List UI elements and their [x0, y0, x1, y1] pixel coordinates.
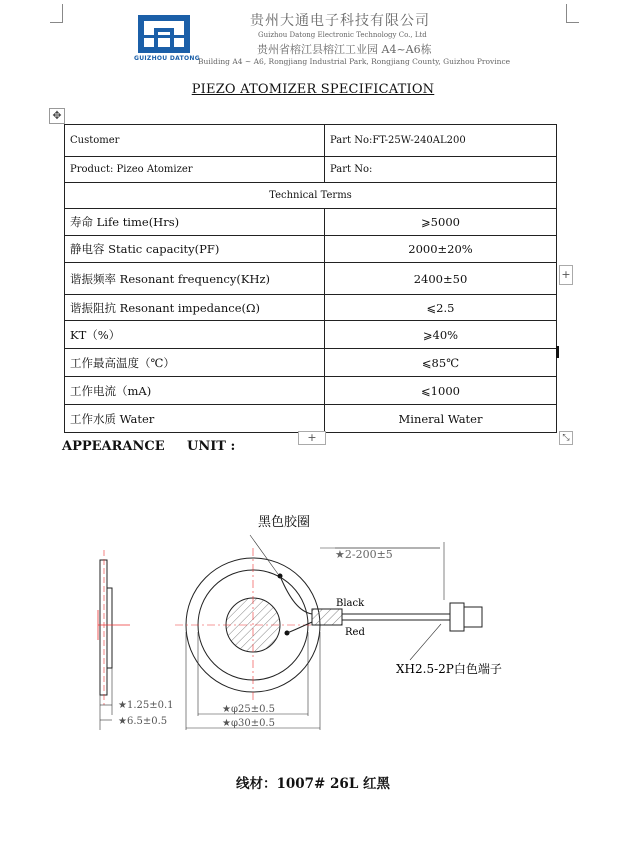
cursor-marker [556, 346, 559, 358]
table-row [65, 263, 557, 295]
outer-diameter-label: ★φ30±0.5 [222, 718, 275, 729]
customer-cell: Customer [65, 125, 325, 157]
row-label: 谐振频率 Resonant frequency(KHz) [65, 263, 325, 295]
table-resize-handle-icon[interactable]: ⤡ [559, 431, 573, 445]
row-label: 工作水质 Water [65, 405, 325, 433]
spec-table [64, 124, 557, 433]
row-value: 2000±20% [325, 236, 557, 263]
table-move-handle-icon[interactable]: ✥ [49, 108, 65, 124]
brand-name: GUIZHOU DATONG [134, 55, 200, 62]
row-value: Mineral Water [325, 405, 557, 433]
company-name-cn: 贵州大通电子科技有限公司 [250, 13, 430, 29]
black-wire-label: Black [336, 598, 365, 609]
appearance-label: APPEARANCE [62, 439, 165, 454]
corner-mark-top-left [50, 4, 63, 23]
wire-length-label: ★2-200±5 [335, 548, 393, 561]
terminal-label: XH2.5-2P白色端子 [396, 662, 502, 676]
part-no2-cell: Part No: [325, 157, 557, 183]
product-cell: Product: Pizeo Atomizer [65, 157, 325, 183]
table-row [65, 377, 557, 405]
technical-terms-header: Technical Terms [65, 183, 557, 209]
table-row [65, 321, 557, 349]
company-address-cn: 贵州省榕江县榕江工业园 A4~A6栋 [257, 43, 432, 56]
table-row [65, 349, 557, 377]
row-value: ⩽2.5 [325, 295, 557, 321]
unit-label: UNIT : [187, 439, 236, 454]
add-row-button[interactable]: + [298, 431, 326, 445]
row-value: ⩾40% [325, 321, 557, 349]
row-value: ⩾5000 [325, 209, 557, 236]
corner-mark-top-right [566, 4, 579, 23]
table-row [65, 295, 557, 321]
row-label: 静电容 Static capacity(PF) [65, 236, 325, 263]
wire-note: 线材：1007# 26L 红黑 [235, 776, 391, 792]
row-label: 寿命 Life time(Hrs) [65, 209, 325, 236]
row-value: 2400±50 [325, 263, 557, 295]
row-label: 工作最高温度（℃） [65, 349, 325, 377]
company-address-en: Building A4 ~ A6, Rongjiang Industrial Park, Rongjiang County, Guizhou Province [198, 57, 511, 66]
width-label: ★6.5±0.5 [118, 716, 168, 727]
table-row [65, 236, 557, 263]
front-view [175, 535, 482, 730]
row-value: ⩽85℃ [325, 349, 557, 377]
row-label: KT（%） [65, 321, 325, 349]
atomizer-drawing [0, 490, 626, 750]
thickness-label: ★1.25±0.1 [118, 700, 174, 711]
row-value: ⩽1000 [325, 377, 557, 405]
table-row [65, 405, 557, 433]
add-column-button[interactable]: + [559, 265, 573, 285]
part-no-cell: Part No:FT-25W-240AL200 [325, 125, 557, 157]
red-wire-label: Red [345, 627, 365, 638]
row-label: 谐振阻抗 Resonant impedance(Ω) [65, 295, 325, 321]
document-title: PIEZO ATOMIZER SPECIFICATION [191, 82, 435, 97]
company-logo [138, 15, 190, 53]
row-label: 工作电流（mA) [65, 377, 325, 405]
company-name-en: Guizhou Datong Electronic Technology Co., Ltd [258, 31, 427, 39]
table-row [65, 209, 557, 236]
rubber-ring-label: 黑色胶圈 [258, 515, 311, 530]
inner-diameter-label: ★φ25±0.5 [222, 704, 275, 715]
